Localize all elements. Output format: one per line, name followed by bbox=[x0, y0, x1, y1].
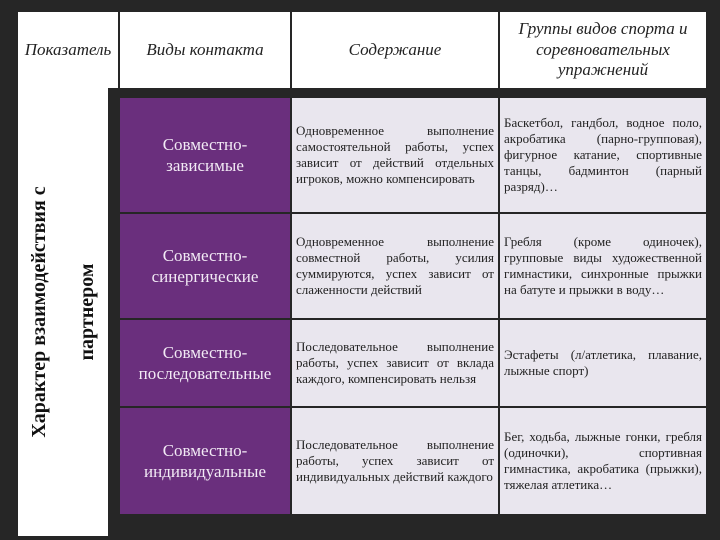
header-indicator: Показатель bbox=[18, 12, 118, 88]
header-content: Содержание bbox=[292, 12, 498, 88]
contact-type-cell: Совместно-зависимые bbox=[120, 98, 290, 212]
header-sport-groups: Группы видов спорта и соревновательных упражнений bbox=[500, 12, 706, 88]
content-cell: Последовательное выполнение работы, успех зависит от индивидуальных действий каждого bbox=[292, 408, 498, 514]
sports-cell: Бег, ходьба, лыжные гонки, гребля (одиночки), спортивная гимнастика, акробатика (прыжки), тяжелая атлетика… bbox=[500, 408, 706, 514]
contact-type-cell: Совместно-индивидуальные bbox=[120, 408, 290, 514]
header-contact-types: Виды контакта bbox=[120, 12, 290, 88]
sports-cell: Эстафеты (л/атлетика, плавание, лыжные спорт) bbox=[500, 320, 706, 406]
interaction-character-label: Характер взаимодействия с партнером bbox=[18, 88, 108, 536]
contact-type-cell: Совместно-последовательные bbox=[120, 320, 290, 406]
content-cell: Последовательное выполнение работы, успех зависит от вклада каждого, компенсировать нельзя bbox=[292, 320, 498, 406]
sports-cell: Гребля (кроме одиночек), групповые виды художественной гимнастики, синхронные прыжки на батуте и прыжки в воду… bbox=[500, 214, 706, 318]
content-cell: Одновременное выполнение самостоятельной работы, успех зависит от действий отдельных игроков, можно компенсировать bbox=[292, 98, 498, 212]
contact-type-cell: Совместно-синергические bbox=[120, 214, 290, 318]
sports-cell: Баскетбол, гандбол, водное поло, акробатика (парно-групповая), фигурное катание, спортивные танцы, бадминтон (парный разряд)… bbox=[500, 98, 706, 212]
content-cell: Одновременное выполнение совместной работы, усилия суммируются, успех зависит от слаженности действий bbox=[292, 214, 498, 318]
